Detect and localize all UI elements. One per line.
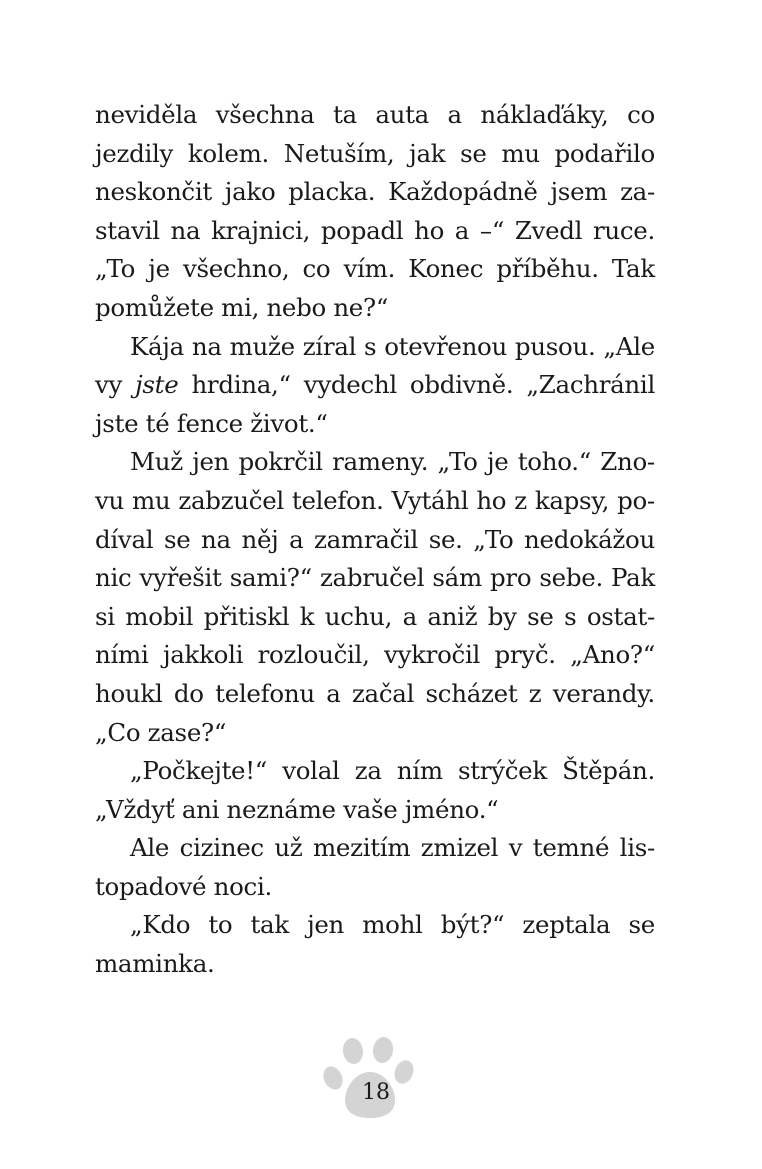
word: mobil (125, 601, 194, 631)
word: do (173, 678, 204, 708)
page-number: 18 (362, 1080, 390, 1105)
text-line (95, 791, 655, 830)
word: nebo (266, 292, 326, 322)
word: a (289, 524, 304, 554)
word: na (170, 215, 201, 245)
word: a (402, 601, 417, 631)
word: v (508, 833, 523, 863)
word: muže (229, 331, 295, 361)
word: zeptala (522, 910, 611, 940)
word: se (163, 524, 191, 554)
body-text (95, 96, 655, 984)
text-line (95, 366, 655, 405)
text-line (95, 173, 655, 212)
word: „Ano?“ (570, 640, 655, 670)
word: život.“ (250, 408, 328, 438)
word: mohl (362, 910, 423, 940)
word: uchu, (324, 601, 393, 631)
word: Ale (130, 833, 170, 863)
word: zmizel (420, 833, 499, 863)
word: maminka. (95, 949, 215, 979)
word: houkl (95, 678, 163, 708)
text-line (95, 559, 655, 598)
word: jsem (550, 177, 608, 207)
word: obdivně. (409, 370, 514, 400)
word: na (201, 524, 231, 554)
word: stavil (95, 215, 160, 245)
word: z (514, 485, 527, 515)
word: „Vždyť (95, 794, 175, 824)
word: mu (501, 138, 540, 168)
word: jen (307, 910, 345, 940)
word: být?“ (440, 910, 505, 940)
word: nedokážou (524, 524, 655, 554)
word: neznáme (226, 794, 336, 824)
word: ani (181, 794, 220, 824)
word: začal (351, 678, 415, 708)
word: Zno- (600, 447, 655, 477)
word: s (564, 601, 577, 631)
word: sebe. (539, 563, 603, 593)
word: ta (332, 100, 357, 129)
word: Muž (130, 447, 183, 477)
word: z (528, 678, 542, 708)
word: všechna (215, 100, 315, 129)
text-line (95, 250, 655, 289)
word: zamračil (314, 524, 419, 554)
word: už (274, 833, 303, 863)
text-line (95, 521, 655, 560)
word: po- (617, 485, 655, 515)
word: zíral (302, 331, 357, 361)
word: vydechl (303, 370, 397, 400)
word: s (364, 331, 377, 361)
word: ho (414, 215, 445, 245)
word: vyřešit (139, 563, 222, 593)
word: jezdily (95, 138, 174, 168)
word: rameny. (332, 447, 429, 477)
word: je (486, 447, 509, 477)
text-line (95, 675, 655, 714)
word: Každopádně (388, 177, 538, 207)
text-line (95, 829, 655, 868)
word: „Počkejte!“ (130, 756, 268, 786)
word: přitiskl (203, 601, 290, 631)
text-line (95, 96, 655, 135)
word: auta (375, 100, 429, 129)
word: ho (476, 485, 507, 515)
word: mi, (221, 292, 260, 322)
word: topadové (95, 871, 207, 901)
word: tak (250, 910, 289, 940)
text-line (95, 212, 655, 251)
word: co (627, 100, 655, 129)
text-line (95, 945, 655, 984)
word: sami?“ (229, 563, 312, 593)
word: jste (95, 408, 139, 438)
word: jakkoli (162, 640, 244, 670)
word: co (302, 254, 331, 284)
word: té (145, 408, 170, 438)
word: mezitím (312, 833, 411, 863)
word: ruce. (592, 215, 655, 245)
word: „Kdo (130, 910, 191, 940)
word: popadl (320, 215, 404, 245)
word: Vytáhl (391, 485, 469, 515)
word: Konec (408, 254, 484, 284)
word: „To (437, 447, 478, 477)
word: Kája (130, 331, 184, 361)
word: pryč. (494, 640, 556, 670)
word: jak (409, 138, 446, 168)
text-line (95, 868, 655, 907)
word: hrdina,“ (191, 370, 291, 400)
word: vím. (343, 254, 396, 284)
word: –“ (479, 215, 505, 245)
word: by (487, 601, 517, 631)
word: scházet (425, 678, 518, 708)
word: si (95, 601, 115, 631)
word: telefon. (291, 485, 384, 515)
word: Zvedl (514, 215, 583, 245)
word: vu (95, 485, 125, 515)
word: „Co (95, 717, 141, 747)
word: na (191, 331, 222, 361)
word: Tak (611, 254, 655, 284)
word: a (447, 100, 462, 129)
word: nic (95, 563, 132, 593)
text-line (95, 328, 655, 367)
word: Štěpán. (562, 756, 655, 786)
word: krajnici, (211, 215, 311, 245)
word: Netuším, (283, 138, 395, 168)
word: za- (620, 177, 655, 207)
word: a (326, 678, 341, 708)
text-line (95, 752, 655, 791)
word: „Ale (603, 331, 655, 361)
word: jako (224, 177, 276, 207)
word: cizinec (179, 833, 264, 863)
text-line (95, 289, 655, 328)
word: rozloučil, (257, 640, 370, 670)
word: ními (95, 640, 149, 670)
word: ostat- (586, 601, 655, 631)
text-line (95, 636, 655, 675)
word: k (299, 601, 315, 631)
word: něj (241, 524, 279, 554)
word: ním (396, 756, 443, 786)
word: kapsy, (534, 485, 610, 515)
text-line (95, 598, 655, 637)
word: zase?“ (147, 717, 227, 747)
word: je (148, 254, 170, 284)
word: pokrčil (238, 447, 323, 477)
word: telefonu (215, 678, 315, 708)
text-line (95, 482, 655, 521)
word: mu (132, 485, 171, 515)
text-line (95, 135, 655, 174)
word: verandy. (552, 678, 655, 708)
word: příběhu. (496, 254, 599, 284)
text-line (95, 906, 655, 945)
word: jen (192, 447, 230, 477)
word: toho.“ (517, 447, 591, 477)
word: pusou. (514, 331, 596, 361)
word: vykročil (384, 640, 481, 670)
word: strýček (457, 756, 547, 786)
word: vy (95, 370, 123, 400)
word: volal (282, 756, 340, 786)
emphasized-word: jste (135, 370, 179, 400)
word: náklaďáky, (480, 100, 609, 129)
word: noci. (213, 871, 272, 901)
word: sám (432, 563, 482, 593)
text-line (95, 443, 655, 482)
word: fence (176, 408, 243, 438)
word: placka. (288, 177, 376, 207)
text-line (95, 405, 655, 444)
word: temné (532, 833, 610, 863)
word: pomůžete (95, 292, 214, 322)
word: jméno.“ (404, 794, 499, 824)
word: ne?“ (333, 292, 389, 322)
word: „To (95, 254, 136, 284)
word: „To (473, 524, 514, 554)
word: neskončit (95, 177, 212, 207)
text-line (95, 714, 655, 753)
word: a (454, 215, 470, 245)
word: se (628, 910, 655, 940)
word: se (460, 138, 487, 168)
word: to (208, 910, 233, 940)
word: neviděla (95, 100, 198, 129)
word: lis- (619, 833, 655, 863)
word: se. (428, 524, 463, 554)
word: všechno, (182, 254, 290, 284)
word: Pak (611, 563, 655, 593)
word: pro (490, 563, 532, 593)
word: zabzučel (178, 485, 284, 515)
word: vaše (343, 794, 398, 824)
word: „Zachránil (526, 370, 655, 400)
word: podařilo (554, 138, 655, 168)
word: zabručel (319, 563, 425, 593)
word: se (527, 601, 554, 631)
word: otevřenou (384, 331, 507, 361)
word: díval (95, 524, 154, 554)
word: kolem. (187, 138, 270, 168)
word: aniž (427, 601, 478, 631)
word: za (354, 756, 382, 786)
